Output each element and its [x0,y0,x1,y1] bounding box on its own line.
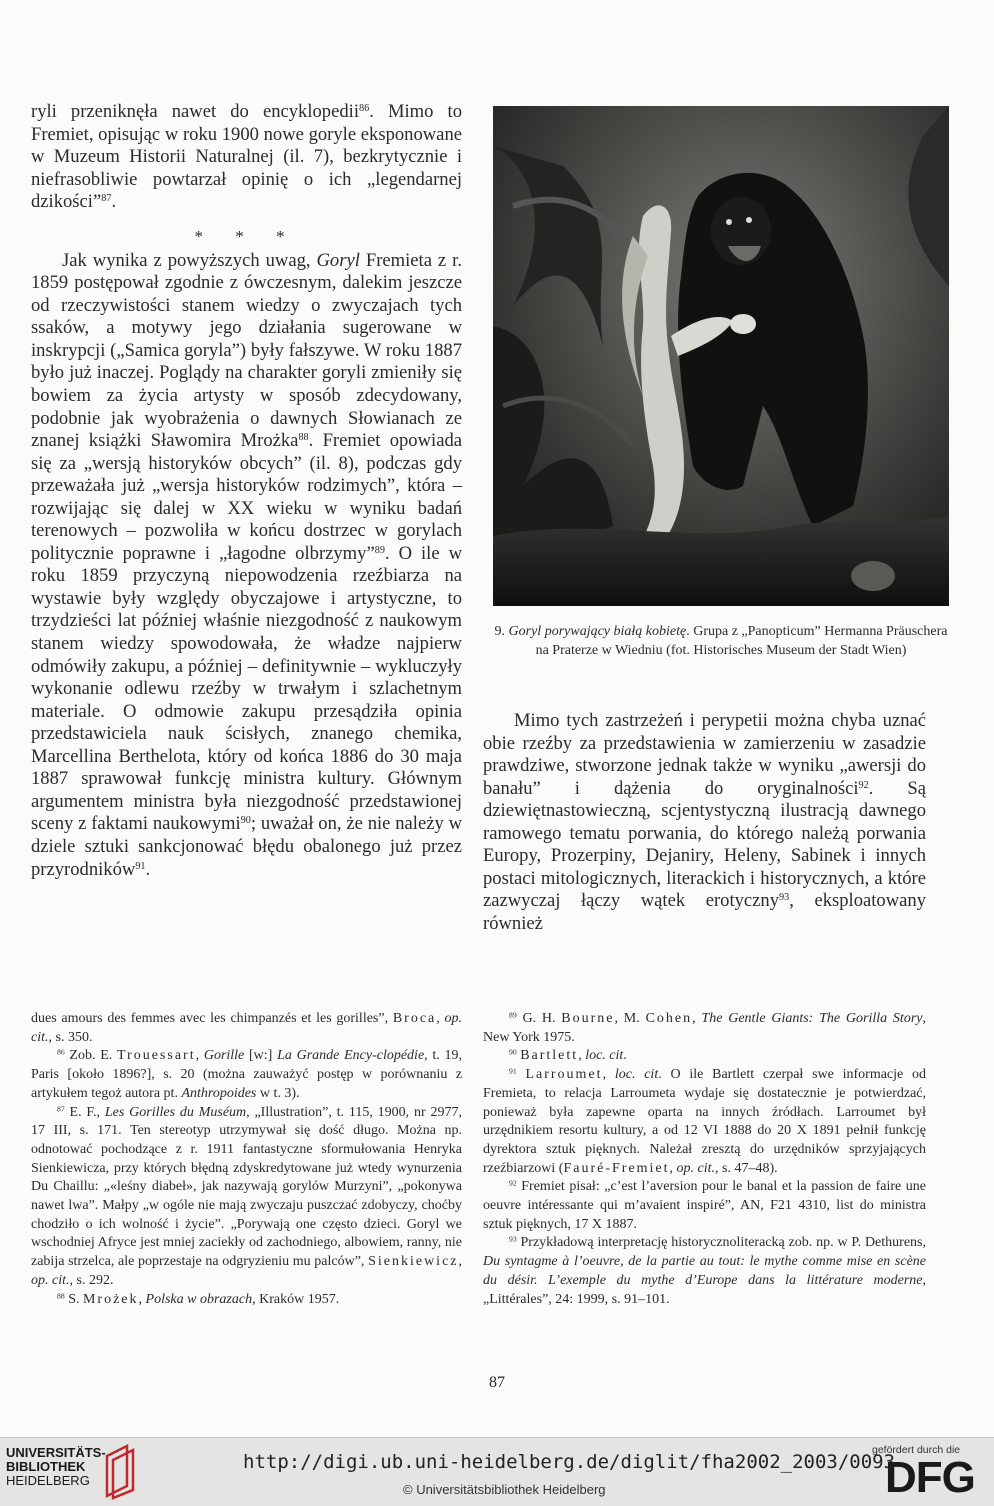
footnote-ref[interactable]: 91 [135,860,146,872]
dfg-logo[interactable]: DFG [885,1453,975,1502]
figure-photo [493,106,949,606]
footnote-ref[interactable]: 89 [374,544,385,556]
library-logo[interactable]: UNIVERSITÄTS- BIBLIOTHEK HEIDELBERG [6,1445,106,1488]
footnote-ref[interactable]: 90 [240,815,251,827]
footnote: $^{88}$ S. Mrożek, Polska w obrazach, Kraków 1957. [57,1290,340,1307]
page-number: 87 [489,1374,505,1391]
left-column [31,101,462,881]
footnote: $^{90}$ Bartlett, loc. cit. [509,1047,627,1064]
footnote: $^{92}$ Fremiet pisał: „c’est l’aversion pour le banal et la passion de faire une oeuvre intéressante qui m’avaient inspiré”, AN, F21 4310, list do ministra sztuk pięknych, 17 X 1887. [483,1178,926,1232]
paragraph: Jak wynika z powyższych uwag, Goryl Fremieta z r. 1859 postępował zgodnie z ówczesnym, dalekim jeszcze od rzeczywistości stanem wiedzy o zwyczajach tych ssaków, a motywy jego działania sugerowane w inskrypcji („Samica goryla”) były fałszywe. W roku 1887 było już inaczej. Poglądy na charakter goryli zmieniły się bowiem za życia artysty w sposób zdecydowany, podobnie jak wyobrażenia o dawnych Słowianach ze znanej książki Sławomira Mrożka$^{88}$. Fremiet opowiada się za „wersją historyków obcych” (il. 8), podczas gdy przeważała już „wersja historyków rodzimych”, która – rozwijając się dalej w XX wieku w wyniku badań terenowych – pozwoliła w końcu dostrzec w gorylach politycznie poprawne i „łagodne olbrzymy”$^{89}$. O ile w roku 1859 przyczyną niepowodzenia rzeźbiarza na wystawie były względy obyczajowe i artystyczne, to trzydzieści lat później właśnie niezgodność z naukowym stanem wiedzy spowodowała, że władze najpierw odmówiły zakupu, a później – definitywnie – wykluczyły wykonanie odlewu rzeźby w trwałym i szlachetnym materiale. O odmowie zakupu przesądziła opinia przedstawiciela nauk ścisłych, znanego chemika, Marcellina Berthelota, który od końca 1886 do 30 maja 1887 sprawował funkcję ministra kultury. Głównym argumentem ministra była niezgodność przedstawionej sceny z faktami naukowymi$^{90}$; uważał on, że nie należy w dziele sztuki sankcjonować błędu obalonego już przez przyrodników$^{91}$. [31,249,462,880]
footnote-ref[interactable]: 87 [101,193,112,205]
permalink-url[interactable]: http://digi.ub.uni-heidelberg.de/diglit/fha2002_2003/0093 [243,1451,896,1473]
footnote: $^{87}$ E. F., Les Gorilles du Muséum, „Illustration”, t. 115, 1900, nr 2977, 17 III, s. 171. Ten stereotyp utrzymywał się dość długo. Można np. odnotować pochodzące z r. 1911 fantastyczne sformułowania Henryka Sienkiewicza, przy których błędną zdyskredytowane już wtedy wynurzenia Du Chaillu: „«leśny diabeł», jak nazywają gorylów Murzyni”, „pokonywa nawet lwa”. Małpy „w ogóle nie mają zwyczaju puszczać zdobyczy, choćby chodziło o ich wolność i życie”. „Porywają one często dzieci. Goryl we wschodniej Afryce jest mniej zaciekły od zachodniego, albowiem, ranny, nie zabija strzelca, ale poprzestaje na odgryzieniu mu palców”, Sienkiewicz, op. cit., s. 292. [31,1103,462,1288]
footer-bar [0,1437,994,1506]
figure-caption: 9. Goryl porywający białą kobietę. Grupa z „Panopticum” Hermanna Präuschera na Praterze w Wiedniu (fot. Historisches Museum der Stadt Wien) [494,624,948,658]
footnote: $^{93}$ Przykładową interpretację historycznoliteracką zob. np. w P. Dethurens, Du syntagme à l’oeuvre, de la partie au tout: le mythe comme mise en scène du désir. L’exemple du mythe d’Europe dans la littérature moderne, „Littérales”, 24: 1999, s. 91–101. [483,1234,926,1307]
footnote: dues amours des femmes avec les chimpanzés et les gorilles”, Broca, op. cit., s. 350. [31,1011,462,1045]
right-column [483,710,926,935]
library-emblem-icon [101,1442,137,1500]
footnote-ref[interactable]: 92 [858,779,869,791]
footnotes-right [483,1010,926,1309]
section-divider: * * * [194,226,299,246]
gorilla-woman-photo [493,106,949,606]
copyright-text: © Universitätsbibliothek Heidelberg [403,1482,606,1497]
footnote: $^{89}$ G. H. Bourne, M. Cohen, The Gentle Giants: The Gorilla Story, New York 1975. [483,1010,926,1045]
footnote-ref[interactable]: 93 [779,892,790,904]
footnote-ref[interactable]: 86 [359,102,370,114]
dfg-label: gefördert durch die [872,1444,961,1456]
footnote: $^{91}$ Larroumet, loc. cit. O ile Bartlett czerpał swe informacje od Fremieta, to relacja Larroumeta wydaje się dostatecznie je potwierdzać, ponieważ była zapewne oparta na innych źródłach. Larroumet był urzędnikiem resortu kultury, a od 12 VI 1888 do 20 X 1891 pełnił funkcję dyrektora sztuk pięknych. Należał zresztą do urzędników sprzyjających rzeźbiarzowi (Fauré-Fremiet, op. cit., s. 47–48). [483,1066,927,1176]
footnote-ref[interactable]: 88 [298,431,309,443]
footnote: $^{86}$ Zob. E. Trouessart, Gorille [w:] La Grande Ency-clopédie, t. 19, Paris [około 1896?], s. 20 (można zauważyć postęp w porównaniu z artykułem tegoż autora pt. Anthropoides w t. 3). [31,1047,463,1101]
paragraph: ryli przeniknęła nawet do encyklopedii$^{86}$. Mimo to Fremiet, opisując w roku 1900 nowe goryle eksponowane w Muzeum Historii Naturalnej (il. 7), bezkrytycznie i niefrasobliwie powtarzał opinię o ich „legendarnej dzikości”$^{87}$. [31,101,462,213]
footnotes-left [31,1010,462,1309]
paragraph: Mimo tych zastrzeżeń i perypetii można chyba uznać obie rzeźby za przedstawienia w zamierzeniu w zasadzie prawdziwe, stworzone jednak także w wyniku „awersji do banału” i dążenia do oryginalności$^{92}$. Są dziewiętnastowieczną, scjentystyczną ilustracją dawnego ramowego tematu porwania, do którego należą porwania Europy, Prozerpiny, Dejaniry, Heleny, Sabinek i innych postaci mitologicznych, literackich i historycznych, a które zazwyczaj łączy wątek erotyczny$^{93}$, eksploatowany również [483,710,927,934]
